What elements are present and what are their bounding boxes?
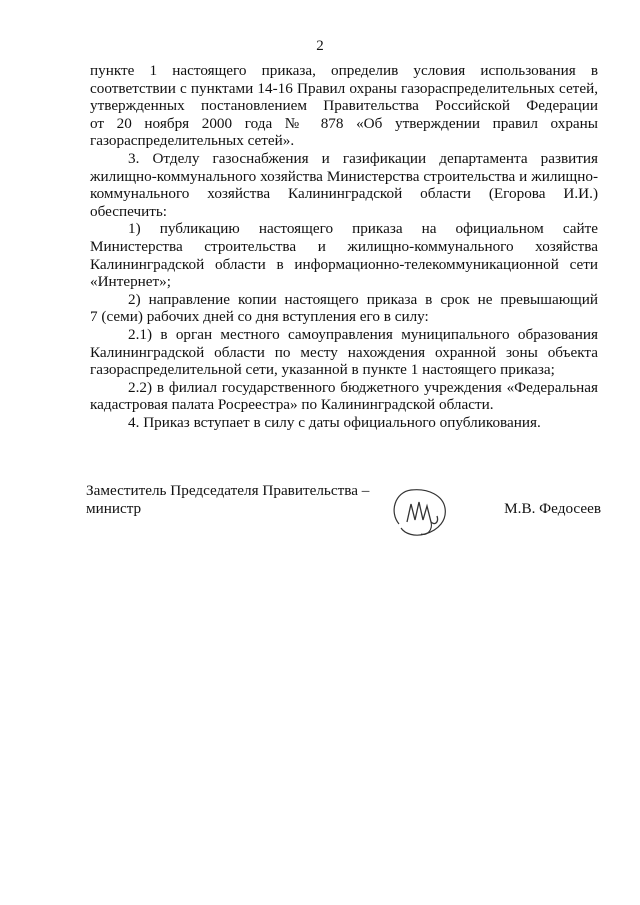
text-line: 2) направление копии настоящего приказа в срок не превышающий	[128, 290, 598, 308]
paragraph	[90, 414, 598, 432]
document-body	[90, 62, 598, 431]
text-line: от 20 ноября 2000 года № 878 «Об утверждении правил охраны	[90, 114, 598, 132]
handwritten-signature	[381, 482, 461, 542]
text-line: соответствии с пунктами 14-16 Правил охраны газораспределительных сетей,	[90, 79, 598, 97]
signatory-title	[86, 482, 369, 518]
text-line: утвержденных постановлением Правительства Российской Федерации	[90, 97, 598, 115]
paragraph	[90, 220, 598, 290]
paragraph	[90, 62, 598, 150]
text-line: пункте 1 настоящего приказа, определив условия использования в	[90, 62, 598, 79]
text-line: «Интернет»;	[90, 273, 171, 291]
text-line: жилищно-коммунального хозяйства Министерства строительства и жилищно-	[90, 167, 598, 185]
text-line: 1) публикацию настоящего приказа на официальном сайте	[128, 220, 598, 238]
paragraph	[90, 291, 598, 326]
paragraph	[90, 326, 598, 379]
text-line: газораспределительных сетей».	[90, 132, 295, 150]
text-line: 4. Приказ вступает в силу с даты официального опубликования.	[128, 413, 541, 431]
text-line: 2.1) в орган местного самоуправления муниципального образования	[128, 325, 598, 343]
text-line: 3. Отделу газоснабжения и газификации департамента развития	[128, 149, 598, 167]
signature-block	[86, 482, 601, 542]
paragraph	[90, 150, 598, 220]
text-line: Министерства строительства и жилищно-коммунального хозяйства	[90, 237, 598, 255]
text-line: газораспределительной сети, указанной в пункте 1 настоящего приказа;	[90, 361, 555, 379]
signatory-title-line: министр	[86, 500, 142, 517]
text-line: коммунального хозяйства Калининградской области (Егорова И.И.)	[90, 185, 598, 203]
text-line: 7 (семи) рабочих дней со дня вступления его в силу:	[90, 308, 429, 326]
text-line: Калининградской области в информационно-телекоммуникационной сети	[90, 255, 598, 273]
page-number: 2	[316, 38, 324, 54]
text-line: Калининградской области по месту нахождения охранной зоны объекта	[90, 343, 598, 361]
paragraph	[90, 379, 598, 414]
signatory-title-line: Заместитель Председателя Правительства –	[86, 482, 370, 499]
signatory-name: М.В. Федосеев	[504, 500, 601, 517]
text-line: кадастровая палата Росреестра» по Калининградской области.	[90, 396, 494, 414]
text-line: 2.2) в филиал государственного бюджетного учреждения «Федеральная	[128, 378, 598, 396]
text-line: обеспечить:	[90, 202, 168, 220]
